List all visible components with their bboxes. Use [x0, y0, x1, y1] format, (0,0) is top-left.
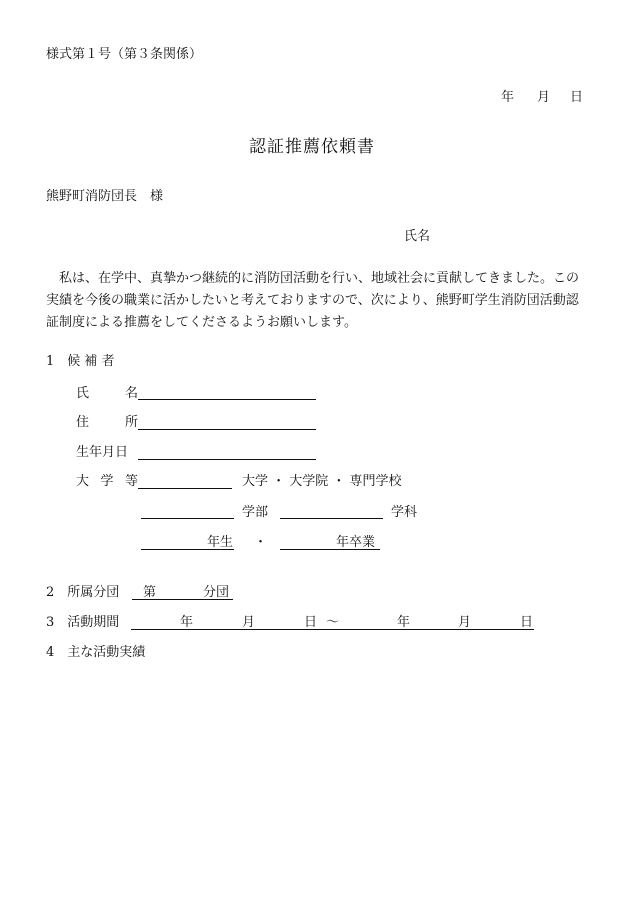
name-label-char: 名 — [124, 386, 138, 401]
birthdate-label: 生年月日 — [76, 445, 129, 460]
signature-label: 氏名 — [404, 229, 431, 244]
end-month-label: 月 — [458, 615, 472, 630]
graduation-label: 年卒業 — [336, 535, 376, 550]
date-month-label: 月 — [537, 90, 551, 105]
address-field[interactable] — [138, 429, 316, 430]
section3-heading: 3 活動期間 — [46, 615, 120, 630]
document-title: 認証推薦依頼書 — [249, 137, 375, 157]
faculty-field[interactable] — [141, 518, 234, 519]
section1-heading: 1 候 補 者 — [46, 354, 115, 369]
start-month-label: 月 — [242, 615, 256, 630]
date-day-label: 日 — [570, 90, 584, 105]
bundan-dai-label: 第 — [143, 585, 157, 600]
university-label-char: 学 — [100, 474, 114, 489]
university-label-char: 等 — [124, 474, 138, 489]
name-label-char: 氏 — [76, 386, 90, 401]
birthdate-field[interactable] — [138, 459, 316, 460]
address-label — [76, 415, 138, 431]
end-day-label: 日 — [520, 615, 534, 630]
section4-heading: 4 主な活動実績 — [46, 645, 146, 660]
address-label-char: 所 — [124, 415, 138, 430]
faculty-label: 学部 — [242, 505, 269, 520]
address-label-char: 住 — [76, 415, 90, 430]
period-tilde: ～ — [326, 615, 340, 630]
activity-record-area[interactable] — [46, 668, 591, 868]
department-label: 学科 — [391, 505, 418, 520]
end-year-label: 年 — [397, 615, 411, 630]
bundan-label: 分団 — [203, 585, 230, 600]
university-label-char: 大 — [76, 474, 90, 489]
section2-heading: 2 所属分団 — [46, 585, 120, 600]
start-day-label: 日 — [304, 615, 318, 630]
addressee: 熊野町消防団長 様 — [46, 189, 164, 204]
grade-label: 年生 — [207, 535, 234, 550]
date-year-label: 年 — [501, 90, 515, 105]
university-name-field[interactable] — [138, 488, 232, 489]
start-year-label: 年 — [180, 615, 194, 630]
university-label — [76, 474, 138, 490]
department-field[interactable] — [280, 518, 383, 519]
name-label — [76, 386, 138, 402]
school-type-options[interactable]: 大学 ・ 大学院 ・ 専門学校 — [242, 474, 402, 489]
form-number: 様式第１号（第３条関係） — [46, 47, 203, 62]
grade-separator: ・ — [254, 535, 268, 550]
name-field[interactable] — [138, 399, 316, 400]
request-body-text: 私は、在学中、真摯かつ継続的に消防団活動を行い、地域社会に貢献してきました。この実績を今後の職業に活かしたいと考えておりますので、次により、熊野町学生消防団活動認証制度による推薦をしてくださるようお願いします。 — [46, 271, 580, 330]
